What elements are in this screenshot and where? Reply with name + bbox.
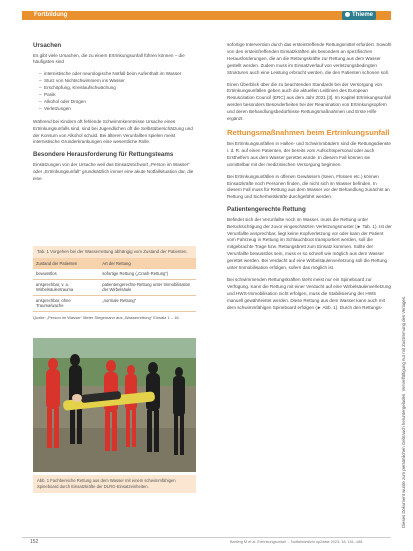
section-label: Fortbildung xyxy=(34,12,68,18)
journal-badge-label: Thieme xyxy=(352,12,374,18)
photo-caption: Abb. 1 Fachbereiche Rettung aus dem Wasser mit einem schwimmfähigen Spineboard durch Einsatzkräfte der DLRG-Einsatzeinheiten. xyxy=(33,475,196,493)
table-cell: ansprechbar, v. a. Wirbelsäulentrauma xyxy=(33,279,99,295)
list-item: – Panik xyxy=(39,92,196,99)
table-cell: sofortige Rettung („Crash-Rettung“) xyxy=(99,269,196,279)
table-row xyxy=(33,295,196,311)
patient-rescue-heading: Patientengerechte Rettung xyxy=(227,206,306,214)
table-caption: Tab. 1 Vorgehen bei der Wasserrettung abhängig vom Zustand der Patienten. xyxy=(33,246,196,258)
right-column xyxy=(227,42,392,317)
table-block xyxy=(33,246,196,320)
copyright-text: Dieses Dokument wurde zum persönlichen Gebrauch heruntergeladen. Vervielfältigung nur mit Zustimmung des Verlages. xyxy=(401,295,406,528)
table-cell: patientengerechte Rettung unter Immobilisation der Wirbelsäule xyxy=(99,279,196,295)
challenges-text: Einsätzungen von der Ursache weil das Einsatzstichwort „Person im Wasser“ oder „Ertrinkungsunfall“ grundsätzlich immer eine akute Notfallsituation dar, die eine xyxy=(33,161,194,181)
copyright-side-note xyxy=(401,108,409,528)
causes-intro: Es gibt viele Ursachen, die zu einem Ertrinkungsunfall führen können – die häufigsten sind xyxy=(33,52,185,65)
list-item: – Verletzungen xyxy=(39,106,196,113)
table-cell: ansprechbar, ohne Trauma/wache xyxy=(33,295,99,311)
rescue-section-title: Rettungsmaßnahmen beim Ertrinkungsunfall xyxy=(227,127,390,137)
left-column xyxy=(33,42,196,188)
section-header-bar xyxy=(22,11,391,20)
list-item: – Erschöpfung, Kreislaufschwächung xyxy=(39,85,196,92)
rescue-table xyxy=(33,258,196,312)
table-row xyxy=(33,279,196,295)
paragraph: Bei schwimmenden Rettungskräften steht meist nur ein Spineboard zur Verfügung. Kann die Rettung mit einer Verdacht auf eine Wirbelsäulenverletzung und HWS-Immobilisation nicht erfolgen, muss die Stabilisierung der HWS manuell gewährleistet werden. Diese Rettung aus dem Wasser kann auch mit dem schwimmfähigen Spineboard erfolgen (► Abb. 1). Durch den Rettungs- xyxy=(227,276,391,310)
table-row xyxy=(33,269,196,279)
footer-citation: Bartling M et al. Ertrinkungsunfall ... Notfallmedizin up2date 2023; 18: 151–168 xyxy=(230,540,363,544)
footer-divider xyxy=(22,537,391,538)
rescue-photo-illustration xyxy=(33,338,196,472)
table-cell: „normale Rettung“ xyxy=(99,295,196,311)
table-header: Art der Rettung xyxy=(99,258,196,269)
paragraph: Befindet sich der Verunfallte noch im Wasser, muss die Rettung unter Berücksichtigung der zuvor eingeschätzten Verletzungsmuster (► Tab. 1). Ist der Verunfallte ansprechbar, liegt keine Kopfverletzung vor oder kann der Patient vom Fahrzeug in Rettung im Schlauchboot transportiert werden, soll die mitgebrachte Trage bzw. Rettungsbrett zum Einsatz kommen. Sollte der Verunfallte bewusstlos sein, muss er so schnell wie möglich aus dem Wasser gerettet werden. Bei Verdacht auf eine Wirbelsäulenverletzung soll die Rettung unter Immobilisation erfolgen, sofern das möglich ist. xyxy=(227,216,392,271)
list-item: – Alkohol oder Drogen xyxy=(39,99,196,106)
paragraph: Bei Ertrinkungsunfällen in Hallen- und Schwimmbädern sind die Rettungsdienste i. d. R. auf einen Patienten, der bereits vom Aufsichtspersonal oder auch Ersthelfern aus dem Wasser gerettet wurde. In diesem Fall können sie unmittelbar mit der medizinischen Versorgung beginnen. xyxy=(227,140,391,167)
table-source: Quelle: „Person im Wasser“ Meter Stegemann aus „Wasserrettung“ Einsatz 1 – 16. xyxy=(33,314,180,320)
challenges-heading: Besondere Herausforderung für Rettungsteams xyxy=(33,151,174,159)
causes-text: Während bei Kindern oft fehlende Schwimmkenntnisse Ursache eines Ertrinkungsunfalls sind, sind bei Jugendlichen oft die Selbstüberschätzung und der Konsum von Alkohol schuld. Bei älteren Verunfallten spielen meist internistische Grunderkrankungen eine wesentliche Rolle. xyxy=(33,118,193,145)
paragraph: Bei Ertrinkungsunfällen in offenen Gewässern (Seen, Flüssen etc.) können Einsatzkräfte noch Personen finden, die nicht sich im Wasser befinden. In diesem Fall muss für Rettung aus dem Wasser vor der Behandlung zunächst an Rettung und Sicherheitskräfte durchgeführt werden. xyxy=(227,173,390,200)
page-number: 152 xyxy=(30,539,39,545)
list-item: – Sturz von Nichtschwimmern ins Wasser xyxy=(39,78,196,85)
list-item: – internistische oder neurologische Notfall beim Aufenthalt im Wasser xyxy=(39,71,196,78)
causes-heading: Ursachen xyxy=(33,42,62,49)
causes-list xyxy=(33,71,196,112)
paragraph: sofortige Intervention durch das ersteintreffende Rettungsmittel erfordert. Sowohl von den ersteinfreffenden Einsatzkräften als besonders an spezifischen Herausforderungen, die an die Rettungskräfte zur Rettung aus dem Wasser gestellt werden. Zudem muss im Einsatzverlauf von verletzungsbedingten Strukturen auch eine Leistung erbracht werden, die den Patienten schonen soll. xyxy=(227,42,392,75)
paragraph: Einen Überblick über die zu beachtenden Standards bei der Versorgung von Ertrinkungsunfällen geben auch die aktuellen Leitlinien des European Resuscitation Council (ERC) aus dem Jahr 2021 [3]. Im Kapitel Ertrinkungsunfall werden besonders Besonderheiten bei der Reanimation von Ertrinkungsopfern und deren Behandlungsbedürfnisse Rettungsmaßnahmen und Erste Hilfe ergänzt. xyxy=(227,81,391,122)
journal-logo-icon xyxy=(345,12,350,17)
journal-badge xyxy=(342,11,376,20)
rescue-photo xyxy=(33,338,196,472)
table-header: Zustand der Patienten xyxy=(33,258,99,269)
table-cell: bewusstlos xyxy=(33,269,99,279)
